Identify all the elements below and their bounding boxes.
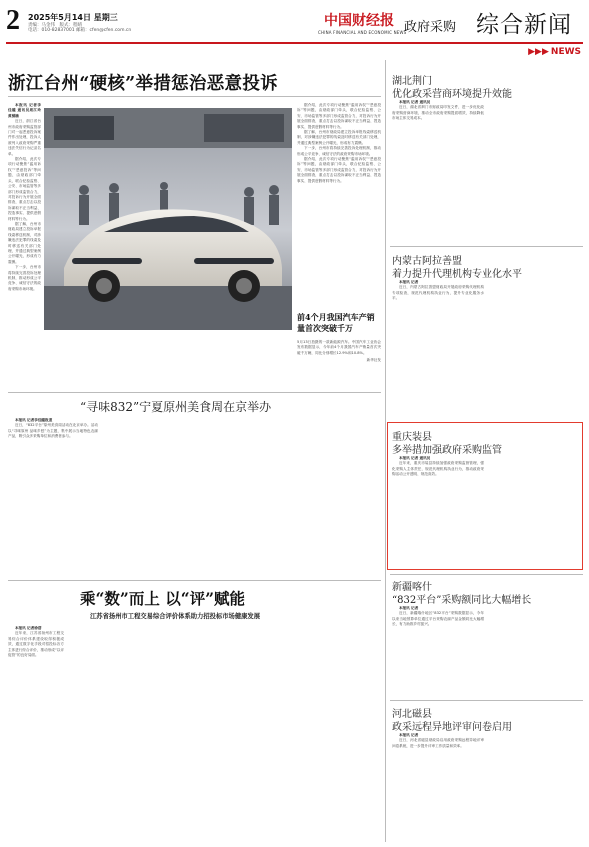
main-article-column-3	[297, 103, 381, 308]
right-article-1-headline-1: 湖北荆门	[392, 76, 432, 87]
editor-info: 责编：马金伟 版式：程晴 电话：010-82837001 邮箱：cfen@cfen.com.cn	[28, 23, 132, 33]
main-article-paragraph: 据了解，台州市财政局建立投诉举报线索移送机制，对涉嫌违法犯罪的线索及时移送有关部门处理，并通过典型案例公开曝光，形成有力震慑。	[8, 221, 41, 264]
feature-bottom-body: 近年来，江苏省扬州市工程交易综合评价体系建设取得积极成效，通过数字化手段对招投标各方主体进行综合评价，推动形成“以评促管”的良好局面。	[8, 631, 64, 658]
feature-top-column-4	[287, 418, 381, 573]
main-article-paragraph: 据了解，台州市财政局建立投诉举报线索移送机制，对涉嫌违法犯罪的线索及时移送有关部门处理，并通过典型案例公开曝光，形成有力震慑。	[297, 130, 381, 145]
right-article-5-headline-1: 河北磁县	[392, 709, 432, 720]
right-article-2-body: 近日，内蒙古阿拉善盟财政局开展政府采购代理机构专项检查，规范代理机构执业行为，提升专业化服务水平。	[392, 285, 484, 301]
photo-caption-body: 5月13日拍摄的一款新能源汽车。中国汽车工业协会发布数据显示，今年前4个月我国汽车产销量首次突破千万辆，同比分别增长12.9%和10.8%。	[297, 340, 381, 355]
news-text: NEWS	[550, 47, 581, 57]
section-rule	[390, 246, 583, 247]
section-name: 政府采购	[404, 20, 457, 35]
right-article-5-body: 近日，河北省磁县财政局启用政府采购远程异地评审问卷系统，进一步提升评审工作质量和效率。	[392, 738, 484, 748]
right-article-4-headline-2: “832平台”采购额同比大幅增长	[392, 595, 532, 606]
newspaper-logo: 中国财经报	[324, 13, 394, 29]
feature-bottom-headline: 乘“数”而上 以“评”赋能	[80, 589, 246, 608]
right-article-4-headline-1: 新疆喀什	[392, 582, 432, 593]
right-article-2-column-2	[488, 280, 580, 415]
news-label	[528, 47, 583, 57]
right-article-3-headline-2: 多举措加强政府采购监管	[392, 445, 502, 456]
main-article-paragraph: 据介绍，此次专项行动聚焦“滥用诉权”“恶意投诉”等问题，由财政部门牵头，联合纪检监察、公安、市场监管等多部门形成监管合力，对投诉行为开展全面排查，重点打击以投诉谋取不正当利益、捏造事实、提供虚假材料等行为。	[8, 157, 41, 221]
right-article-4-column-2	[488, 606, 580, 694]
main-headline: 浙江台州“硬核”举措惩治恶意投诉	[8, 74, 278, 94]
right-article-3-byline: 本报讯 记者 通讯员	[399, 456, 431, 460]
right-article-2-headline-2: 着力提升代理机构专业化水平	[392, 269, 522, 280]
section-rule	[390, 574, 583, 575]
feature-top-column-3	[194, 418, 284, 573]
right-article-3-column-2	[488, 456, 580, 566]
feature-bottom-column-1	[8, 626, 64, 841]
right-article-5-column-2	[488, 733, 580, 838]
main-article-paragraph: 据介绍，此次专项行动聚焦“滥用诉权”“恶意投诉”等问题，由财政部门牵头，联合纪检监察、公安、市场监管等多部门形成监管合力，对投诉行为开展全面排查，重点打击以投诉谋取不正当利益、捏造事实、提供虚假材料等行为。	[297, 157, 381, 183]
feature-top-headline: “寻味832”宁夏原州美食周在京举办	[80, 400, 272, 414]
feature-bottom-column-5	[256, 626, 316, 841]
right-article-5-headline-2: 政采远程异地评审问卷启用	[392, 722, 512, 733]
masthead	[6, 6, 583, 58]
car-exhibition-photo	[44, 108, 292, 330]
right-article-1-headline-2: 优化政采营商环境提升效能	[392, 89, 512, 100]
section-rule	[8, 392, 381, 393]
photo-caption	[297, 312, 381, 364]
main-article-paragraph: 据介绍，此次专项行动聚焦“滥用诉权”“恶意投诉”等问题，由财政部门牵头，联合纪检监察、公安、市场监管等多部门形成监管合力，对投诉行为开展全面排查，重点打击以投诉谋取不正当利益、捏造事实、提供虚假材料等行为。	[297, 103, 381, 129]
right-article-2-column-1	[392, 280, 484, 415]
photo-caption-title: 前4个月我国汽车产销量首次突破千万	[297, 312, 375, 333]
feature-top-byline: 本报讯 记者李佳瞳报道	[15, 418, 53, 422]
main-article-paragraph: 下一步，台州市将持续完善投诉处理机制，推动形成公平竞争、诚信守法的政府采购市场环境。	[8, 265, 41, 291]
right-article-4-byline: 本报讯 记者	[399, 606, 419, 610]
main-article-paragraph: 下一步，台州市将持续完善投诉处理机制，推动形成公平竞争、诚信守法的政府采购市场环境。	[297, 146, 381, 156]
right-article-4-column-1	[392, 606, 484, 694]
feature-bottom-column-3	[130, 626, 190, 841]
right-article-2-headline-1: 内蒙古阿拉善盟	[392, 256, 462, 267]
right-article-5-byline: 本报讯 记者	[399, 733, 419, 737]
photo-caption-credit: 新华社发	[366, 358, 381, 363]
feature-bottom-column-2	[67, 626, 127, 841]
page-title: 综合新闻	[476, 12, 572, 38]
feature-top-column-2	[101, 418, 191, 573]
main-article-column-1	[8, 103, 41, 383]
feature-bottom-column-4	[193, 626, 253, 841]
right-article-2-byline: 本报讯 记者	[399, 280, 419, 284]
right-article-3-body: 近年来，重庆市装县持续加强政府采购监督管理，强化采购人主体责任，规范代理机构执业行为，推动政府采购活动公开透明、规范高效。	[392, 461, 484, 477]
main-headline-rule	[8, 96, 381, 97]
right-article-1-column-1	[392, 100, 484, 240]
right-article-1-body: 近日，湖北省荆门市财政局印发文件，进一步优化政府采购营商环境，推动全市政府采购提质增效，持续降低市场主体交易成本。	[392, 105, 484, 121]
newspaper-logo-english: CHINA FINANCIAL AND ECONOMIC NEWS	[318, 30, 407, 35]
feature-top-body: 近日，“832平台”原州美食周活动在北京举办。活动以“寻味原州 品味乡愁”为主题，集中展示当地特色农副产品，吸引众多采购单位和消费者参与。	[8, 423, 98, 439]
right-article-5-column-1	[392, 733, 484, 838]
section-rule	[390, 700, 583, 701]
main-article-lead: 近日，浙江省台州市政府采购监管部门对一起恶意投诉案件作出处理，投诉人被列入政府采购严重违法失信行为记录名单。	[8, 119, 41, 156]
feature-bottom-byline: 本报讯 记者徐蓓	[15, 626, 42, 630]
right-article-4-body: 近日，新疆喀什地区“832平台”采购数据显示，今年以来当地预算单位通过平台采购农副产品金额同比大幅增长，有力助推乡村振兴。	[392, 611, 484, 627]
column-divider	[385, 60, 386, 842]
feature-bottom-column-6	[319, 626, 381, 841]
page-number: 2	[6, 5, 20, 36]
news-arrows-icon: ▶▶▶	[528, 47, 549, 57]
main-article-byline: 本报讯 记者李佳瞳 通讯员周江玲 黄梯楠	[8, 103, 41, 118]
masthead-rule	[6, 42, 583, 44]
right-article-1-byline: 本报讯 记者 通讯员	[399, 100, 431, 104]
feature-top-column-1	[8, 418, 98, 573]
right-article-3-column-1	[392, 456, 484, 566]
right-article-3-headline-1: 重庆装县	[392, 432, 432, 443]
section-rule	[8, 580, 381, 581]
news-photo	[44, 108, 292, 330]
right-article-1-column-2	[488, 100, 580, 240]
feature-bottom-subhead: 江苏省扬州市工程交易综合评价体系助力招投标市场健康发展	[90, 613, 261, 620]
issue-date: 2025年5月14日 星期三	[28, 13, 118, 22]
